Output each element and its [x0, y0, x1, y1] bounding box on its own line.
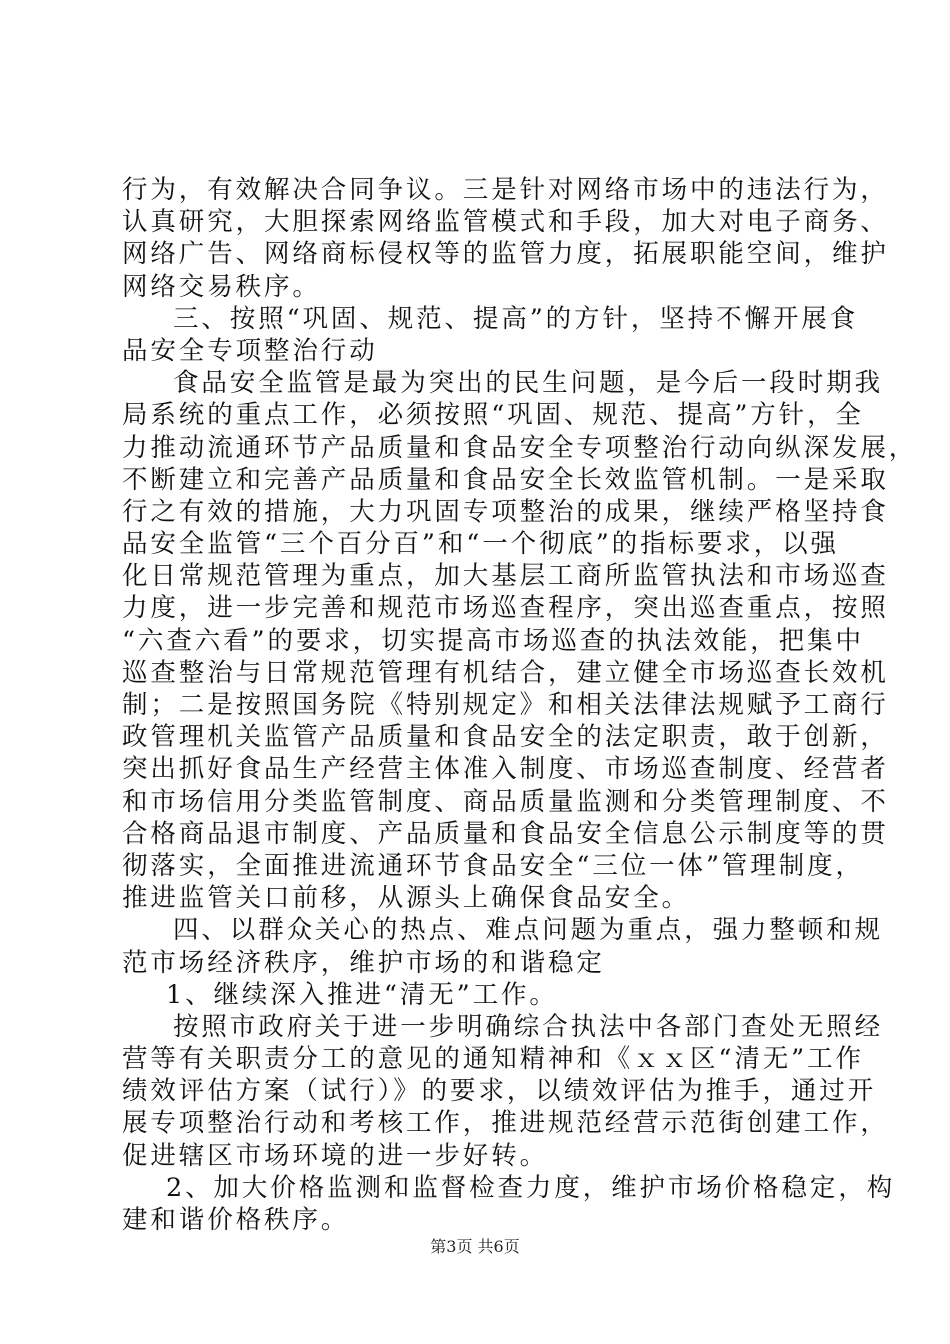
text-line: 网络交易秩序。	[122, 271, 321, 302]
text-line: 和市场信用分类监管制度、商品质量监测和分类管理制度、不	[122, 786, 889, 817]
text-line: 政管理机关监管产品质量和食品安全的法定职责，敢于创新，	[122, 722, 889, 753]
text-line: 促进辖区市场环境的进一步好转。	[122, 1140, 549, 1171]
subsection-heading-1: 1、继续深入推进“清无”工作。	[166, 979, 558, 1010]
text-line: 彻落实，全面推进流通环节食品安全“三位一体”管理制度，	[122, 850, 864, 881]
text-line: 不断建立和完善产品质量和食品安全长效监管机制。一是采取	[122, 464, 889, 495]
text-line: 化日常规范管理为重点，加大基层工商所监管执法和市场巡查	[122, 561, 889, 592]
subsection-heading-2-cont: 建和谐价格秩序。	[122, 1205, 350, 1235]
text-line: 力推动流通环节产品质量和食品安全专项整治行动向纵深发展，	[122, 432, 918, 463]
document-body	[122, 174, 918, 1236]
text-line: 巡查整治与日常规范管理有机结合，建立健全市场巡查长效机	[122, 657, 889, 688]
paragraph-start: 按照市政府关于进一步明确综合执法中各部门查处无照经	[173, 1011, 884, 1042]
text-line: 推进监管关口前移，从源头上确保食品安全。	[122, 883, 691, 914]
text-line: 力度，进一步完善和规范市场巡查程序，突出巡查重点，按照	[122, 593, 889, 624]
text-line: 认真研究，大胆探索网络监管模式和手段，加大对电子商务、	[122, 207, 889, 238]
text-line: “六查六看”的要求，切实提高市场巡查的执法效能，把集中	[122, 625, 864, 656]
section-heading-4-cont: 范市场经济秩序，维护市场的和谐稳定	[122, 947, 605, 978]
page-number-footer: 第3页 共6页	[430, 1237, 520, 1256]
section-heading-3: 三、按照“巩固、规范、提高”的方针，坚持不懈开展食	[173, 303, 859, 334]
text-line: 品安全监管“三个百分百”和“一个彻底”的指标要求，以强	[122, 529, 839, 560]
section-heading-4: 四、以群众关心的热点、难点问题为重点，强力整顿和规	[173, 915, 884, 946]
text-line: 合格商品退市制度、产品质量和食品安全信息公示制度等的贯	[122, 818, 889, 849]
paragraph-start: 食品安全监管是最为突出的民生问题，是今后一段时期我	[173, 368, 884, 399]
text-line: 网络广告、网络商标侵权等的监管力度，拓展职能空间，维护	[122, 239, 889, 270]
subsection-heading-2: 2、加大价格监测和监督检查力度，维护市场价格稳定，构	[166, 1172, 896, 1203]
text-line: 制；二是按照国务院《特别规定》和相关法律法规赋予工商行	[122, 690, 889, 720]
text-line: 突出抓好食品生产经营主体准入制度、市场巡查制度、经营者	[122, 754, 889, 785]
text-line: 行之有效的措施，大力巩固专项整治的成果，继续严格坚持食	[122, 496, 889, 527]
text-line: 营等有关职责分工的意见的通知精神和《ｘｘ区“清无”工作	[122, 1044, 864, 1075]
text-line: 行为，有效解决合同争议。三是针对网络市场中的违法行为，	[122, 175, 889, 205]
text-line: 绩效评估方案（试行）》的要求，以绩效评估为推手，通过开	[122, 1076, 877, 1107]
text-line: 展专项整治行动和考核工作，推进规范经营示范街创建工作，	[122, 1108, 889, 1139]
section-heading-3-cont: 品安全专项整治行动	[122, 335, 378, 366]
text-line: 局系统的重点工作，必须按照“巩固、规范、提高”方针，全	[122, 400, 864, 431]
